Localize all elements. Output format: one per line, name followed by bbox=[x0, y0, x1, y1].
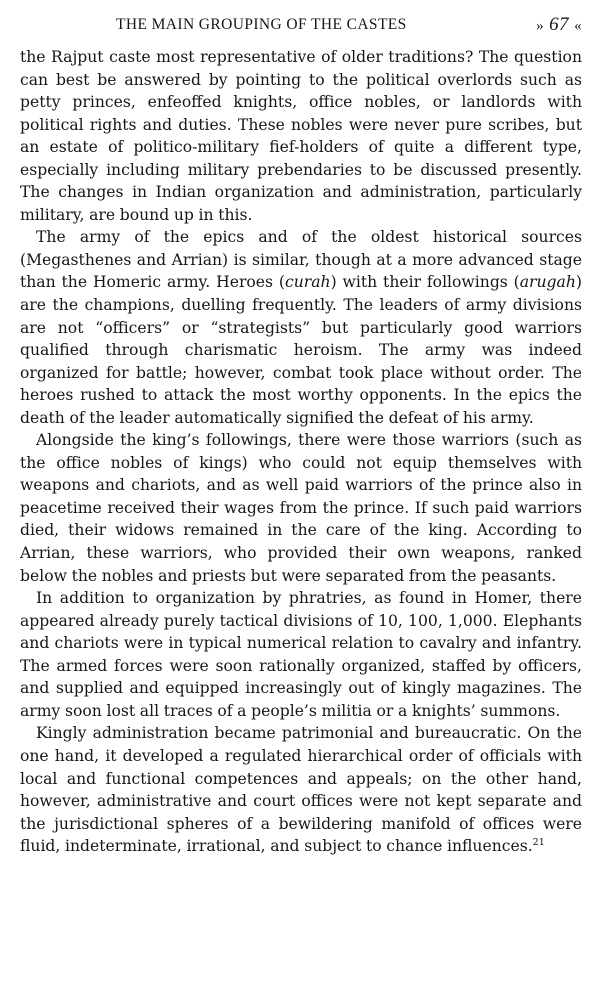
paragraph bbox=[20, 46, 582, 226]
text-run: Kingly administration became patrimonial and bureaucratic. On the one hand, it developed a regulated hierarchical order of officials with local and functional competences and appeals; on the other hand, however, administrative and court offices were not kept separate and the jurisdictional spheres of a bewildering manifold of offices were fluid, indeterminate, irrational, and subject to chance influences. bbox=[20, 724, 582, 856]
page-number: 67 bbox=[549, 14, 569, 35]
italic-term: curah bbox=[284, 273, 331, 292]
paragraph bbox=[20, 722, 582, 857]
running-title: THE MAIN GROUPING OF THE CASTES bbox=[116, 16, 407, 33]
text-run: In addition to organization by phratries, as found in Homer, there appeared already purely tactical divisions of 10, 100, 1,000. Elephants and chariots were in typical numerical relation to cavalry and infantry. The armed forces were soon rationally organized, staffed by officers, and supplied and equipped increasingly out of kingly magazines. The army soon lost all traces of a people’s militia or a knights’ summons. bbox=[20, 589, 582, 720]
page-mark-right: « bbox=[574, 18, 582, 34]
page-mark-left: » bbox=[536, 18, 544, 34]
text-run: ) are the champions, duelling frequently. The leaders of army divisions are not “officers” or “strategists” but particularly good warriors qualified through charismatic heroism. The army was indeed organized for battle; however, combat took place without order. The heroes rushed to attack the most worthy opponents. In the epics the death of the leader automatically signified the defeat of his army. bbox=[20, 273, 582, 427]
paragraph bbox=[20, 226, 582, 429]
footnote-ref: 21 bbox=[532, 836, 545, 848]
body-text bbox=[20, 46, 582, 858]
paragraph bbox=[20, 587, 582, 722]
text-run: Alongside the king’s followings, there were those warriors (such as the office nobles of kings) who could not equip themselves with weapons and chariots, and as well paid warriors of the prince also in peacetime received their wages from the prince. If such paid warriors died, their widows remained in the care of the king. According to Arrian, these warriors, who provided their own weapons, ranked below the nobles and priests but were separated from the peasants. bbox=[20, 431, 582, 585]
page-number-block bbox=[536, 14, 582, 36]
text-run: The army of the epics and of the oldest historical sources (Megasthenes and Arrian) is similar, though at a more advanced stage than the Homeric army. Heroes ( bbox=[20, 228, 582, 292]
running-head bbox=[20, 14, 582, 38]
book-page bbox=[20, 14, 582, 858]
paragraph bbox=[20, 429, 582, 587]
text-run: ) with their followings ( bbox=[330, 273, 520, 292]
italic-term: arugah bbox=[519, 273, 576, 292]
text-run: the Rajput caste most representative of older traditions? The question can best be answered by pointing to the political overlords such as petty princes, enfeoffed knights, office nobles, or landlords with political rights and duties. These nobles were never pure scribes, but an estate of politico-military fief-holders of quite a different type, especially including military prebendaries to be discussed presently. The changes in Indian organization and administration, particularly military, are bound up in this. bbox=[20, 48, 582, 224]
